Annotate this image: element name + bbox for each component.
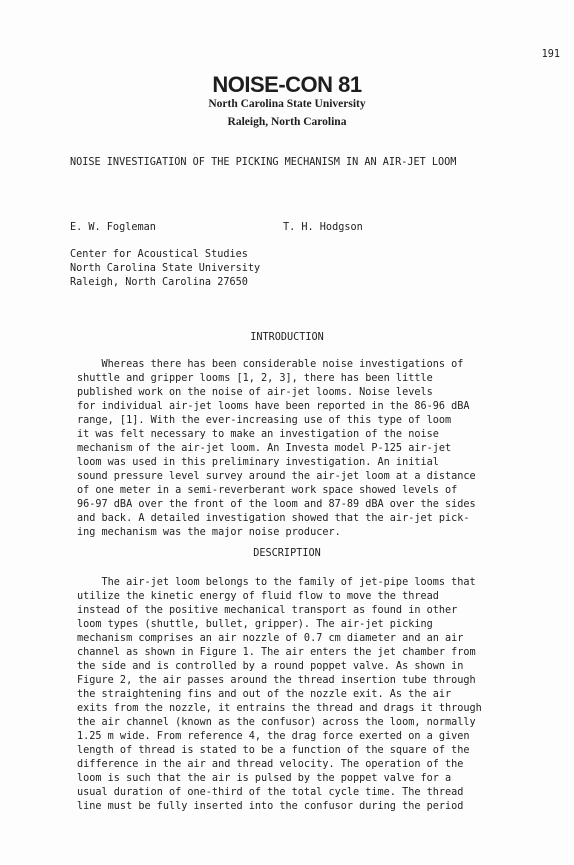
text-line: 1.25 m wide. From reference 4, the drag force exerted on a given xyxy=(77,731,470,742)
text-line: channel as shown in Figure 1. The air enters the jet chamber from xyxy=(77,647,476,658)
text-line: difference in the air and thread velocity. The operation of the xyxy=(77,759,464,770)
text-line: utilize the kinetic energy of fluid flow to move the thread xyxy=(77,591,439,602)
page-number: 191 xyxy=(541,49,560,60)
text-line: shuttle and gripper looms [1, 2, 3], there has been little xyxy=(77,373,433,384)
text-line: sound pressure level survey around the air-jet loom at a distance xyxy=(77,471,476,482)
affiliation xyxy=(70,248,260,290)
text-line: range, [1]. With the ever-increasing use of this type of loom xyxy=(77,415,452,426)
text-line: 96-97 dBA over the front of the loom and 87-89 dBA over the sides xyxy=(77,499,476,510)
text-line: mechanism of the air-jet loom. An Investa model P-125 air-jet xyxy=(77,443,452,454)
text-line: loom was used in this preliminary investigation. An initial xyxy=(77,457,439,468)
author-1: E. W. Fogleman xyxy=(70,222,156,233)
text-line: usual duration of one-third of the total cycle time. The thread xyxy=(77,787,464,798)
author-2: T. H. Hodgson xyxy=(283,222,363,233)
introduction-paragraph xyxy=(77,358,507,540)
text-line: The air-jet loom belongs to the family of jet-pipe looms that xyxy=(77,577,476,588)
text-line: of one meter in a semi-reverberant work space showed levels of xyxy=(77,485,458,496)
text-line: the air channel (known as the confusor) across the loom, normally xyxy=(77,717,476,728)
paper-title: NOISE INVESTIGATION OF THE PICKING MECHANISM IN AN AIR-JET LOOM xyxy=(70,157,457,168)
affiliation-line: Center for Acoustical Studies xyxy=(70,249,248,260)
text-line: instead of the positive mechanical transport as found in other xyxy=(77,605,458,616)
text-line: Figure 2, the air passes around the thread insertion tube through xyxy=(77,675,476,686)
description-paragraph xyxy=(77,576,507,814)
text-line: mechanism comprises an air nozzle of 0.7 cm diameter and an air xyxy=(77,633,464,644)
section-heading-introduction: INTRODUCTION xyxy=(250,332,324,343)
text-line: loom types (shuttle, bullet, gripper). The air-jet picking xyxy=(77,619,433,630)
text-line: and back. A detailed investigation showed that the air-jet pick- xyxy=(77,513,470,524)
conference-location: Raleigh, North Carolina xyxy=(227,116,347,128)
text-line: line must be fully inserted into the confusor during the period xyxy=(77,801,464,812)
conference-name: NOISE-CON 81 xyxy=(212,72,362,97)
affiliation-line: Raleigh, North Carolina 27650 xyxy=(70,277,248,288)
conference-institution: North Carolina State University xyxy=(208,98,366,110)
text-line: it was felt necessary to make an investigation of the noise xyxy=(77,429,439,440)
affiliation-line: North Carolina State University xyxy=(70,263,261,274)
text-line: loom is such that the air is pulsed by the poppet valve for a xyxy=(77,773,452,784)
text-line: ing mechanism was the major noise producer. xyxy=(77,527,341,538)
section-heading-description: DESCRIPTION xyxy=(253,548,321,559)
text-line: for individual air-jet looms have been reported in the 86-96 dBA xyxy=(77,401,470,412)
text-line: the straightening fins and out of the nozzle exit. As the air xyxy=(77,689,452,700)
text-line: published work on the noise of air-jet looms. Noise levels xyxy=(77,387,433,398)
text-line: the side and is controlled by a round poppet valve. As shown in xyxy=(77,661,464,672)
text-line: Whereas there has been considerable noise investigations of xyxy=(77,359,464,370)
text-line: exits from the nozzle, it entrains the thread and drags it through xyxy=(77,703,482,714)
text-line: length of thread is stated to be a function of the square of the xyxy=(77,745,470,756)
